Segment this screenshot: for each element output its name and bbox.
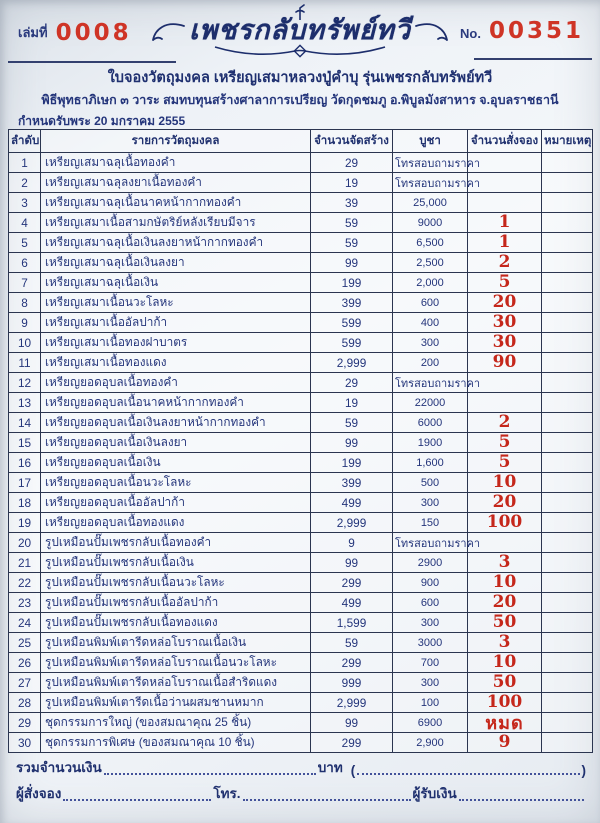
price: 9000: [393, 213, 468, 233]
price: 6000: [393, 413, 468, 433]
order-qty: 3: [468, 633, 542, 653]
row-number: 24: [9, 613, 41, 633]
order-qty: 2: [468, 253, 542, 273]
orderer-label: ผู้สั่งจอง: [16, 786, 62, 801]
row-number: 6: [9, 253, 41, 273]
order-qty: 10: [468, 653, 542, 673]
qty-made: 59: [311, 233, 393, 253]
note: [542, 513, 593, 533]
qty-made: 299: [311, 573, 393, 593]
order-table-head: [9, 130, 593, 153]
item-name: เหรียญเสมาฉลุลงยาเนื้อทองคำ: [41, 173, 311, 193]
qty-made: 99: [311, 433, 393, 453]
header-rule-left: [8, 61, 176, 63]
price: 700: [393, 653, 468, 673]
tel-label: โทร.: [213, 786, 241, 801]
item-name: เหรียญเสมาฉลุเนื้อนาคหน้ากากทองคำ: [41, 193, 311, 213]
table-row: [9, 153, 593, 173]
note: [542, 693, 593, 713]
qty-made: 399: [311, 473, 393, 493]
price: 2900: [393, 553, 468, 573]
amount-words-close-paren: ): [581, 763, 586, 778]
row-number: 7: [9, 273, 41, 293]
note: [542, 253, 593, 273]
row-number: 3: [9, 193, 41, 213]
item-name: เหรียญยอดอุบลเนื้อนวะโลหะ: [41, 473, 311, 493]
price: 300: [393, 673, 468, 693]
order-qty: 1: [468, 233, 542, 253]
table-header-cell-1: รายการวัตถุมงคล: [41, 130, 311, 153]
table-row: [9, 193, 593, 213]
note: [542, 153, 593, 173]
price: 500: [393, 473, 468, 493]
table-row: [9, 393, 593, 413]
note: [542, 313, 593, 333]
row-number: 8: [9, 293, 41, 313]
table-header-cell-4: จำนวนสั่งจอง: [468, 130, 542, 153]
order-qty: 5: [468, 433, 542, 453]
note: [542, 453, 593, 473]
table-row: [9, 493, 593, 513]
qty-made: 2,999: [311, 513, 393, 533]
table-row: [9, 233, 593, 253]
item-name: รูปเหมือนพิมพ์เตารีดเนื้อว่านผสมชานหมาก: [41, 693, 311, 713]
table-row: [9, 453, 593, 473]
item-name: เหรียญเสมาฉลุเนื้อเงินลงยาหน้ากากทองคำ: [41, 233, 311, 253]
order-qty: 100: [468, 693, 542, 713]
item-name: ชุดกรรมการใหญ่ (ของสมณาคุณ 25 ชิ้น): [41, 713, 311, 733]
book-number-block: [18, 22, 132, 45]
item-name: เหรียญยอดอุบลเนื้อทองคำ: [41, 373, 311, 393]
row-number: 30: [9, 733, 41, 753]
form-subtitle: พิธีพุทธาภิเษก ๓ วาระ สมทบทุนสร้างศาลาการเปรียญ วัดกุดชมภู อ.พิบูลมังสาหาร จ.อุบลราชธานี: [41, 93, 559, 107]
tel-fill-line: [243, 798, 411, 801]
table-header-cell-5: หมายเหตุ: [542, 130, 593, 153]
price: 900: [393, 573, 468, 593]
orderer-fill-line: [63, 798, 211, 801]
order-qty: 90: [468, 353, 542, 373]
price: 200: [393, 353, 468, 373]
note: [542, 373, 593, 393]
total-amount-line: [16, 756, 586, 778]
row-number: 20: [9, 533, 41, 553]
order-table: [8, 129, 593, 753]
table-row: [9, 553, 593, 573]
brand-logo: [140, 4, 460, 60]
table-row: [9, 733, 593, 753]
note: [542, 353, 593, 373]
logo-left-swash-icon: [151, 18, 185, 44]
order-qty: 20: [468, 493, 542, 513]
price: 2,900: [393, 733, 468, 753]
item-name: เหรียญเสมาเนื้อทองแดง: [41, 353, 311, 373]
price: 6900: [393, 713, 468, 733]
qty-made: 59: [311, 633, 393, 653]
row-number: 9: [9, 313, 41, 333]
price: โทรสอบถามราคา: [393, 533, 468, 553]
qty-made: 199: [311, 453, 393, 473]
order-qty: 9: [468, 733, 542, 753]
note: [542, 713, 593, 733]
table-row: [9, 533, 593, 553]
amount-words-fill-line: [357, 772, 579, 775]
table-row: [9, 213, 593, 233]
note: [542, 533, 593, 553]
table-row: [9, 653, 593, 673]
item-name: เหรียญเสมาเนื้อนวะโลหะ: [41, 293, 311, 313]
item-name: รูปเหมือนพิมพ์เตารีดหล่อโบราณเนื้อสำริดแดง: [41, 673, 311, 693]
table-row: [9, 433, 593, 453]
total-amount-fill-line: [104, 772, 316, 775]
logo-text: เพชรกลับทรัพย์ทวี: [189, 15, 411, 46]
doc-number-label: No.: [460, 26, 481, 41]
book-number-value: 0008: [55, 20, 132, 46]
item-name: รูปเหมือนปั๊มเพชรกลับเนื้อทองแดง: [41, 613, 311, 633]
row-number: 16: [9, 453, 41, 473]
price: 1900: [393, 433, 468, 453]
qty-made: 999: [311, 673, 393, 693]
table-header-cell-3: บูชา: [393, 130, 468, 153]
item-name: เหรียญเสมาฉลุเนื้อเงิน: [41, 273, 311, 293]
note: [542, 273, 593, 293]
price: 100: [393, 693, 468, 713]
note: [542, 573, 593, 593]
qty-made: 99: [311, 253, 393, 273]
price: โทรสอบถามราคา: [393, 153, 468, 173]
note: [542, 593, 593, 613]
price: 600: [393, 293, 468, 313]
item-name: เหรียญยอดอุบลเนื้อเงินลงยา: [41, 433, 311, 453]
price: 25,000: [393, 193, 468, 213]
price: 150: [393, 513, 468, 533]
item-name: เหรียญยอดอุบลเนื้อเงินลงยาหน้ากากทองคำ: [41, 413, 311, 433]
amount-words-open-paren: (: [350, 763, 356, 778]
doc-number-value: 00351: [488, 18, 584, 44]
qty-made: 59: [311, 213, 393, 233]
order-qty: 3: [468, 553, 542, 573]
row-number: 23: [9, 593, 41, 613]
row-number: 19: [9, 513, 41, 533]
price: โทรสอบถามราคา: [393, 373, 468, 393]
table-row: [9, 353, 593, 373]
note: [542, 213, 593, 233]
item-name: รูปเหมือนปั๊มเพชรกลับเนื้ออัลปาก้า: [41, 593, 311, 613]
note: [542, 653, 593, 673]
row-number: 4: [9, 213, 41, 233]
order-qty: 30: [468, 313, 542, 333]
note: [542, 613, 593, 633]
qty-made: 9: [311, 533, 393, 553]
price: 300: [393, 613, 468, 633]
qty-made: 99: [311, 553, 393, 573]
pickup-date-line: กำหนดรับพระ 20 มกราคม 2555: [18, 114, 186, 128]
order-qty: 10: [468, 473, 542, 493]
price: โทรสอบถามราคา: [393, 173, 468, 193]
order-qty: [468, 393, 542, 413]
table-row: [9, 573, 593, 593]
row-number: 2: [9, 173, 41, 193]
qty-made: 1,599: [311, 613, 393, 633]
qty-made: 19: [311, 393, 393, 413]
note: [542, 493, 593, 513]
order-qty: 30: [468, 333, 542, 353]
item-name: รูปเหมือนพิมพ์เตารีดหล่อโบราณเนื้อเงิน: [41, 633, 311, 653]
qty-made: 2,999: [311, 353, 393, 373]
order-table-body: [9, 153, 593, 753]
note: [542, 293, 593, 313]
item-name: เหรียญเสมาเนื้ออัลปาก้า: [41, 313, 311, 333]
order-qty: 5: [468, 453, 542, 473]
item-name: เหรียญยอดอุบลเนื้อนาคหน้ากากทองคำ: [41, 393, 311, 413]
table-row: [9, 473, 593, 493]
order-qty: 20: [468, 593, 542, 613]
order-qty: 50: [468, 613, 542, 633]
qty-made: 199: [311, 273, 393, 293]
table-row: [9, 633, 593, 653]
note: [542, 473, 593, 493]
item-name: เหรียญเสมาเนื้อทองฝาบาตร: [41, 333, 311, 353]
qty-made: 59: [311, 413, 393, 433]
table-row: [9, 613, 593, 633]
order-qty: 20: [468, 293, 542, 313]
qty-made: 499: [311, 493, 393, 513]
row-number: 13: [9, 393, 41, 413]
note: [542, 333, 593, 353]
price: 6,500: [393, 233, 468, 253]
note: [542, 673, 593, 693]
table-row: [9, 173, 593, 193]
note: [542, 433, 593, 453]
qty-made: 299: [311, 653, 393, 673]
row-number: 29: [9, 713, 41, 733]
note: [542, 393, 593, 413]
receiver-fill-line: [459, 798, 584, 801]
qty-made: 599: [311, 333, 393, 353]
row-number: 21: [9, 553, 41, 573]
row-number: 27: [9, 673, 41, 693]
qty-made: 29: [311, 373, 393, 393]
price: 2,000: [393, 273, 468, 293]
qty-made: 29: [311, 153, 393, 173]
order-qty: หมด: [468, 713, 542, 733]
form-title: ใบจองวัตถุมงคล เหรียญเสมาหลวงปู่คำบุ รุ่นเพชรกลับทรัพย์ทวี: [107, 70, 493, 86]
note: [542, 553, 593, 573]
row-number: 14: [9, 413, 41, 433]
note: [542, 733, 593, 753]
row-number: 10: [9, 333, 41, 353]
table-row: [9, 333, 593, 353]
logo-right-swash-icon: [415, 18, 449, 44]
item-name: ชุดกรรมการพิเศษ (ของสมณาคุณ 10 ชิ้น): [41, 733, 311, 753]
row-number: 15: [9, 433, 41, 453]
price: 400: [393, 313, 468, 333]
order-qty: 50: [468, 673, 542, 693]
order-qty: 1: [468, 213, 542, 233]
table-row: [9, 693, 593, 713]
item-name: รูปเหมือนปั๊มเพชรกลับเนื้อเงิน: [41, 553, 311, 573]
item-name: รูปเหมือนปั๊มเพชรกลับเนื้อนวะโลหะ: [41, 573, 311, 593]
item-name: รูปเหมือนพิมพ์เตารีดหล่อโบราณเนื้อนวะโลหะ: [41, 653, 311, 673]
table-row: [9, 413, 593, 433]
row-number: 12: [9, 373, 41, 393]
price: 3000: [393, 633, 468, 653]
price: 2,500: [393, 253, 468, 273]
row-number: 22: [9, 573, 41, 593]
table-row: [9, 253, 593, 273]
table-row: [9, 293, 593, 313]
table-row: [9, 713, 593, 733]
order-qty: 5: [468, 273, 542, 293]
order-qty: 10: [468, 573, 542, 593]
logo-underline-flourish: [205, 44, 395, 60]
note: [542, 173, 593, 193]
item-name: เหรียญเสมาฉลุเนื้อเงินลงยา: [41, 253, 311, 273]
table-row: [9, 513, 593, 533]
signature-line: [16, 782, 586, 804]
price: 300: [393, 333, 468, 353]
table-row: [9, 373, 593, 393]
row-number: 1: [9, 153, 41, 173]
note: [542, 233, 593, 253]
item-name: รูปเหมือนปั๊มเพชรกลับเนื้อทองคำ: [41, 533, 311, 553]
table-row: [9, 673, 593, 693]
book-number-label: เล่มที่: [18, 25, 48, 40]
item-name: เหรียญเสมาฉลุเนื้อทองคำ: [41, 153, 311, 173]
item-name: เหรียญเสมาเนื้อสามกษัตริย์หลังเรียบมีจาร: [41, 213, 311, 233]
row-number: 28: [9, 693, 41, 713]
receiver-label: ผู้รับเงิน: [412, 786, 457, 801]
table-header-row: [9, 130, 593, 153]
item-name: เหรียญยอดอุบลเนื้อทองแดง: [41, 513, 311, 533]
row-number: 11: [9, 353, 41, 373]
qty-made: 599: [311, 313, 393, 333]
row-number: 5: [9, 233, 41, 253]
table-row: [9, 313, 593, 333]
price: 600: [393, 593, 468, 613]
row-number: 18: [9, 493, 41, 513]
price: 22000: [393, 393, 468, 413]
doc-number-block: [460, 20, 584, 43]
total-amount-label: รวมจำนวนเงิน: [16, 760, 102, 775]
order-qty: 2: [468, 413, 542, 433]
note: [542, 193, 593, 213]
qty-made: 399: [311, 293, 393, 313]
qty-made: 299: [311, 733, 393, 753]
header-rule-right: [474, 58, 592, 60]
qty-made: 19: [311, 173, 393, 193]
table-header-cell-2: จำนวนจัดสร้าง: [311, 130, 393, 153]
price: 300: [393, 493, 468, 513]
note: [542, 413, 593, 433]
price: 1,600: [393, 453, 468, 473]
order-qty: [468, 193, 542, 213]
table-row: [9, 593, 593, 613]
qty-made: 2,999: [311, 693, 393, 713]
row-number: 25: [9, 633, 41, 653]
qty-made: 499: [311, 593, 393, 613]
item-name: เหรียญยอดอุบลเนื้อเงิน: [41, 453, 311, 473]
note: [542, 633, 593, 653]
row-number: 17: [9, 473, 41, 493]
qty-made: 99: [311, 713, 393, 733]
table-row: [9, 273, 593, 293]
row-number: 26: [9, 653, 41, 673]
order-qty: 100: [468, 513, 542, 533]
item-name: เหรียญยอดอุบลเนื้ออัลปาก้า: [41, 493, 311, 513]
qty-made: 39: [311, 193, 393, 213]
table-header-cell-0: ลำดับ: [9, 130, 41, 153]
baht-label: บาท: [317, 760, 343, 775]
